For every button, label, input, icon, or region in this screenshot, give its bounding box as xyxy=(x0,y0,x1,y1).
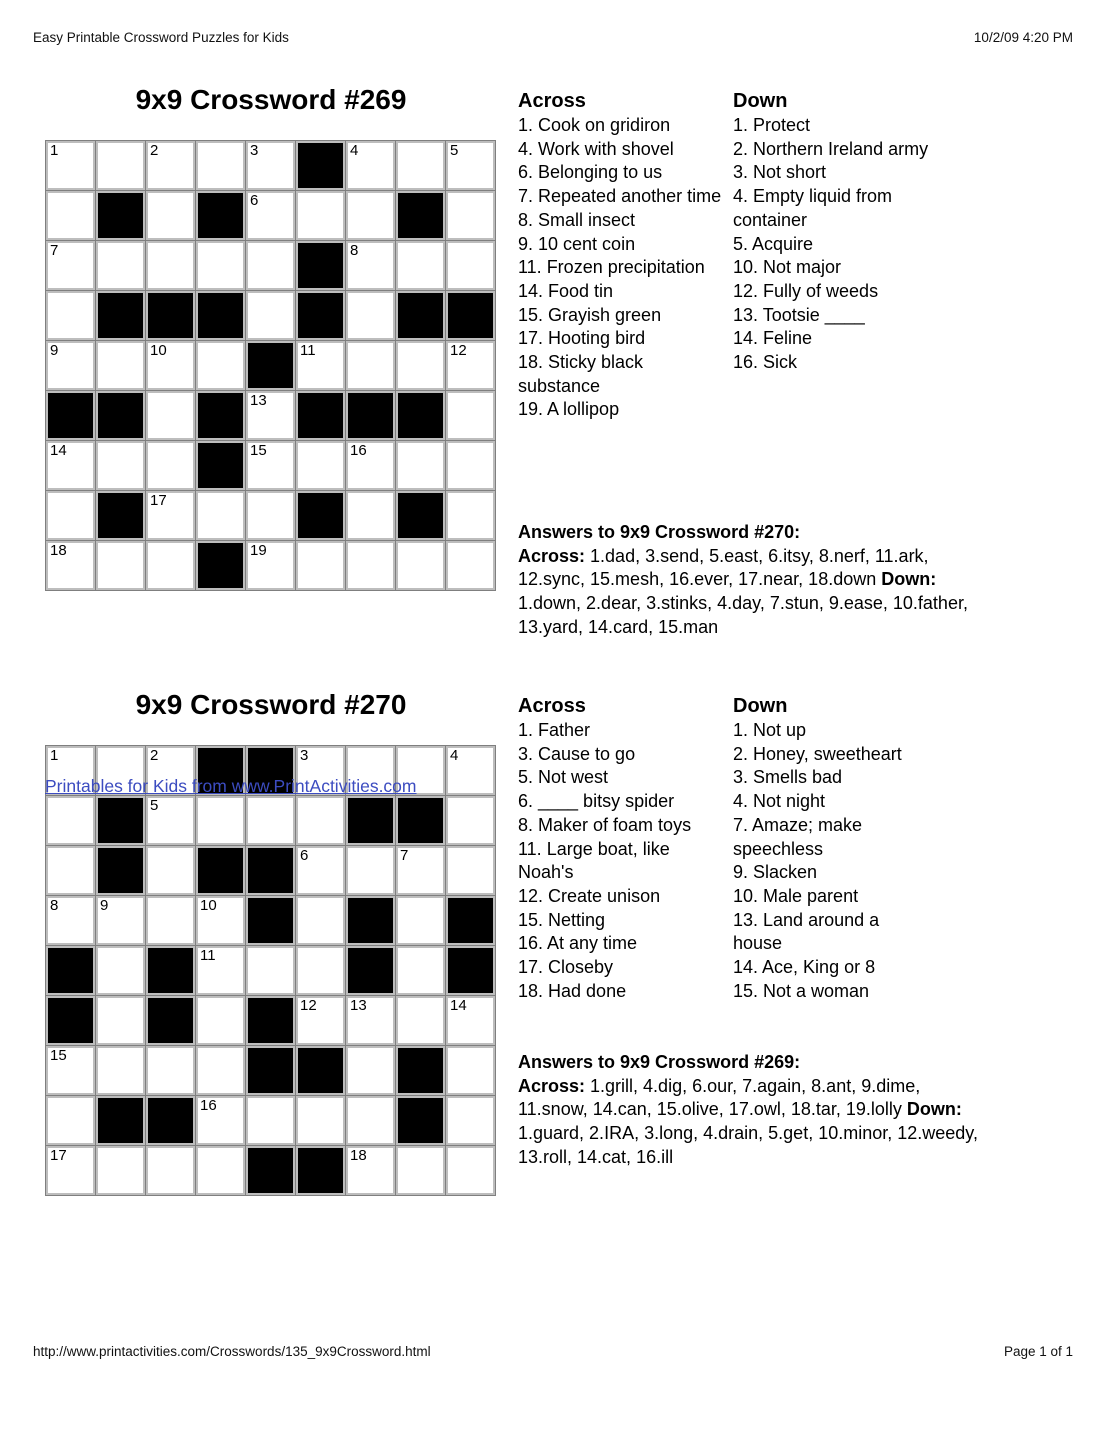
black-cell xyxy=(46,996,95,1045)
cell-number: 10 xyxy=(150,342,167,359)
grid-cell xyxy=(396,896,445,945)
grid-cell xyxy=(346,141,395,190)
grid-cell xyxy=(296,996,345,1045)
header-datetime: 10/2/09 4:20 PM xyxy=(973,30,1073,45)
grid-cell xyxy=(146,191,195,240)
clue: 9. 10 cent coin xyxy=(518,233,636,254)
printactivities-link[interactable]: Printables for Kids from www.PrintActivities.com xyxy=(45,776,417,796)
grid-cell xyxy=(346,291,395,340)
cell-number: 16 xyxy=(200,1097,217,1114)
cell-number: 9 xyxy=(100,897,109,914)
black-cell xyxy=(296,141,345,190)
grid-cell xyxy=(146,1046,195,1095)
clue: 17. Closeby xyxy=(518,957,614,978)
grid-cell xyxy=(396,141,445,190)
down-clue-list xyxy=(733,114,970,375)
grid-cell xyxy=(46,441,95,490)
grid-cell xyxy=(396,441,445,490)
answers-down-label: Down: xyxy=(906,1099,962,1120)
grid-cell xyxy=(296,846,345,895)
answers-text xyxy=(518,1075,980,1170)
black-cell xyxy=(246,1046,295,1095)
black-cell xyxy=(96,796,145,845)
grid-cell xyxy=(296,541,345,590)
grid-cell xyxy=(96,946,145,995)
footer-url: http://www.printactivities.com/Crosswords/135_9x9Crossword.html xyxy=(33,1344,431,1359)
grid-cell xyxy=(196,1096,245,1145)
grid-cell xyxy=(446,441,495,490)
grid-cell xyxy=(396,541,445,590)
grid-cell xyxy=(446,241,495,290)
cell-number: 3 xyxy=(300,747,309,764)
black-cell xyxy=(446,896,495,945)
clue: 8. Small insect xyxy=(518,209,636,230)
grid-cell xyxy=(146,391,195,440)
clue: 2. Northern Ireland army xyxy=(733,138,929,159)
grid-cell xyxy=(196,341,245,390)
grid-cell xyxy=(46,1046,95,1095)
black-cell xyxy=(296,241,345,290)
grid-cell xyxy=(296,191,345,240)
black-cell xyxy=(346,796,395,845)
black-cell xyxy=(96,391,145,440)
grid-cell xyxy=(346,1046,395,1095)
cell-number: 7 xyxy=(400,847,409,864)
answers-block-270 xyxy=(518,521,980,640)
answers-across-label: Across: xyxy=(518,1075,586,1096)
cell-number: 18 xyxy=(50,542,67,559)
clue: 12. Fully of weeds xyxy=(733,280,879,301)
grid-cell xyxy=(96,996,145,1045)
answers-title: Answers to 9x9 Crossword #270: xyxy=(518,522,801,542)
grid-cell xyxy=(96,1146,145,1195)
black-cell xyxy=(296,391,345,440)
cell-number: 5 xyxy=(450,142,459,159)
black-cell xyxy=(296,1046,345,1095)
clue: 15. Grayish green xyxy=(518,304,662,325)
cell-number: 12 xyxy=(450,342,467,359)
grid-cell xyxy=(446,1096,495,1145)
grid-cell xyxy=(446,341,495,390)
answers-down-values: 1.down, 2.dear, 3.stinks, 4.day, 7.stun, 9.ease, 10.father, 13.yard, 14.card, 15.man xyxy=(518,593,968,637)
grid-cell xyxy=(296,441,345,490)
black-cell xyxy=(146,291,195,340)
black-cell xyxy=(296,491,345,540)
clue: 1. Not up xyxy=(733,720,807,740)
grid-cell xyxy=(296,1096,345,1145)
grid-cell xyxy=(446,996,495,1045)
black-cell xyxy=(346,896,395,945)
grid-cell xyxy=(296,946,345,995)
grid-cell xyxy=(96,1046,145,1095)
black-cell xyxy=(396,191,445,240)
grid-cell xyxy=(96,241,145,290)
cell-number: 15 xyxy=(250,442,267,459)
grid-cell xyxy=(46,241,95,290)
puzzle-270-title: 9x9 Crossword #270 xyxy=(135,689,407,720)
clue: 18. Sticky black substance xyxy=(518,352,644,396)
clue: 16. Sick xyxy=(733,352,798,373)
clue: 17. Hooting bird xyxy=(518,328,646,349)
grid-cell xyxy=(396,946,445,995)
cell-number: 13 xyxy=(250,392,267,409)
grid-cell xyxy=(246,291,295,340)
grid-cell xyxy=(346,996,395,1045)
down-clues-269 xyxy=(733,88,970,375)
answers-title: Answers to 9x9 Crossword #269: xyxy=(518,1052,801,1072)
down-header: Down xyxy=(733,695,788,717)
black-cell xyxy=(446,291,495,340)
cell-number: 2 xyxy=(150,747,159,764)
puzzle-269-title: 9x9 Crossword #269 xyxy=(135,84,407,115)
grid-cell xyxy=(96,341,145,390)
clue: 1. Cook on gridiron xyxy=(518,115,671,135)
black-cell xyxy=(296,291,345,340)
answers-text xyxy=(518,545,980,640)
clue: 1. Father xyxy=(518,720,591,740)
grid-cell xyxy=(196,141,245,190)
clue: 3. Smells bad xyxy=(733,767,843,788)
grid-cell xyxy=(396,1146,445,1195)
grid-cell xyxy=(346,541,395,590)
clue: 5. Acquire xyxy=(733,233,814,254)
grid-cell xyxy=(196,1046,245,1095)
cell-number: 4 xyxy=(450,747,459,764)
grid-cell xyxy=(46,1146,95,1195)
grid-cell xyxy=(196,996,245,1045)
black-cell xyxy=(96,846,145,895)
clue: 14. Food tin xyxy=(518,280,614,301)
clue: 10. Not major xyxy=(733,257,842,278)
clue: 14. Feline xyxy=(733,328,813,349)
grid-cell xyxy=(396,846,445,895)
clue: 11. Frozen precipitation xyxy=(518,257,705,278)
cell-number: 3 xyxy=(250,142,259,159)
grid-cell xyxy=(46,491,95,540)
grid-cell xyxy=(446,391,495,440)
grid-cell xyxy=(196,946,245,995)
clue: 13. Land around a house xyxy=(733,909,880,954)
footer-page-number: Page 1 of 1 xyxy=(1003,1344,1073,1359)
cell-number: 10 xyxy=(200,897,217,914)
cell-number: 17 xyxy=(150,492,167,509)
grid-cell xyxy=(246,191,295,240)
cell-number: 4 xyxy=(350,142,359,159)
cell-number: 5 xyxy=(150,797,159,814)
black-cell xyxy=(346,391,395,440)
grid-cell xyxy=(146,896,195,945)
black-cell xyxy=(146,946,195,995)
cell-number: 16 xyxy=(350,442,367,459)
grid-cell xyxy=(446,796,495,845)
grid-cell xyxy=(146,141,195,190)
clue: 7. Repeated another time xyxy=(518,186,722,207)
grid-cell xyxy=(46,896,95,945)
cell-number: 8 xyxy=(350,242,359,259)
grid-cell xyxy=(246,491,295,540)
grid-cell xyxy=(46,796,95,845)
crossword-grid-270 xyxy=(45,745,496,1196)
black-cell xyxy=(396,1046,445,1095)
down-header: Down xyxy=(733,90,788,112)
grid-cell xyxy=(96,896,145,945)
black-cell xyxy=(246,996,295,1045)
grid-cell xyxy=(346,846,395,895)
black-cell xyxy=(396,1096,445,1145)
grid-cell xyxy=(396,341,445,390)
across-header: Across xyxy=(518,695,586,717)
grid-cell xyxy=(446,1046,495,1095)
clue: 13. Tootsie ____ xyxy=(733,304,865,325)
grid-cell xyxy=(46,291,95,340)
black-cell xyxy=(346,946,395,995)
cell-number: 14 xyxy=(450,997,467,1014)
grid-cell xyxy=(446,1146,495,1195)
grid-cell xyxy=(146,1146,195,1195)
grid-cell xyxy=(196,796,245,845)
black-cell xyxy=(296,1146,345,1195)
across-clues-269 xyxy=(518,88,725,422)
black-cell xyxy=(246,846,295,895)
cell-number: 8 xyxy=(50,897,59,914)
grid-cell xyxy=(146,341,195,390)
grid-cell xyxy=(146,796,195,845)
down-clues-270 xyxy=(733,693,918,1003)
black-cell xyxy=(196,441,245,490)
clue: 15. Netting xyxy=(518,909,606,930)
grid-cell xyxy=(46,1096,95,1145)
grid-cell xyxy=(446,541,495,590)
black-cell xyxy=(196,391,245,440)
answers-across-values: 1.dad, 3.send, 5.east, 6.itsy, 8.nerf, 11.ark, 12.sync, 15.mesh, 16.ever, 17.near, 18.down xyxy=(518,545,929,590)
grid-cell xyxy=(346,191,395,240)
grid-cell xyxy=(446,491,495,540)
black-cell xyxy=(196,846,245,895)
grid-cell xyxy=(296,796,345,845)
black-cell xyxy=(246,1146,295,1195)
grid-cell xyxy=(446,846,495,895)
grid-cell xyxy=(246,796,295,845)
cell-number: 17 xyxy=(50,1147,67,1164)
grid-cell xyxy=(196,491,245,540)
answers-block-269 xyxy=(518,1051,980,1170)
cell-number: 7 xyxy=(50,242,59,259)
grid-cell xyxy=(196,896,245,945)
across-clues-270 xyxy=(518,693,725,1003)
cell-number: 19 xyxy=(250,542,267,559)
grid-cell xyxy=(246,1096,295,1145)
black-cell xyxy=(96,1096,145,1145)
clue: 12. Create unison xyxy=(518,885,661,906)
cell-number: 12 xyxy=(300,997,317,1014)
grid-cell xyxy=(346,341,395,390)
grid-cell xyxy=(296,341,345,390)
grid-cell xyxy=(46,846,95,895)
grid-cell xyxy=(396,241,445,290)
black-cell xyxy=(396,491,445,540)
clue: 9. Slacken xyxy=(733,862,818,883)
clue: 16. At any time xyxy=(518,933,638,954)
grid-cell xyxy=(96,541,145,590)
grid-cell xyxy=(146,241,195,290)
grid-cell xyxy=(396,996,445,1045)
grid-cell xyxy=(246,946,295,995)
grid-cell xyxy=(446,191,495,240)
clue: 2. Honey, sweetheart xyxy=(733,743,902,764)
grid-cell xyxy=(346,1096,395,1145)
answers-across-label: Across: xyxy=(518,545,586,566)
cell-number: 11 xyxy=(300,342,316,359)
grid-cell xyxy=(46,191,95,240)
cell-number: 18 xyxy=(350,1147,367,1164)
clue: 15. Not a woman xyxy=(733,980,870,1001)
black-cell xyxy=(246,896,295,945)
grid-cell xyxy=(246,241,295,290)
cell-number: 2 xyxy=(150,142,159,159)
print-header xyxy=(33,30,1073,45)
black-cell xyxy=(196,291,245,340)
clue: 3. Not short xyxy=(733,162,827,183)
cell-number: 15 xyxy=(50,1047,67,1064)
clue: 8. Maker of foam toys xyxy=(518,814,692,835)
answers-down-values: 1.guard, 2.IRA, 3.long, 4.drain, 5.get, 10.minor, 12.weedy, 13.roll, 14.cat, 16.ill xyxy=(518,1123,978,1167)
clue: 18. Had done xyxy=(518,980,627,1001)
across-clue-list xyxy=(518,719,725,1003)
cell-number: 6 xyxy=(300,847,309,864)
clue: 4. Empty liquid from container xyxy=(733,186,893,230)
black-cell xyxy=(396,291,445,340)
grid-cell xyxy=(146,541,195,590)
grid-cell xyxy=(196,1146,245,1195)
grid-cell xyxy=(346,441,395,490)
grid-cell xyxy=(346,241,395,290)
clue: 4. Not night xyxy=(733,791,826,812)
header-document-title: Easy Printable Crossword Puzzles for Kids xyxy=(33,30,289,45)
grid-cell xyxy=(246,541,295,590)
answers-down-label: Down: xyxy=(881,569,937,590)
cell-number: 11 xyxy=(200,947,216,964)
black-cell xyxy=(96,291,145,340)
clue: 11. Large boat, like Noah's xyxy=(518,838,670,883)
answers-across-values: 1.grill, 4.dig, 6.our, 7.again, 8.ant, 9.dime, 11.snow, 14.can, 15.olive, 17.owl, 18.tar, 19.lolly xyxy=(518,1075,921,1120)
clue: 6. ____ bitsy spider xyxy=(518,791,675,812)
clue: 3. Cause to go xyxy=(518,743,636,764)
grid-cell xyxy=(96,141,145,190)
clue: 5. Not west xyxy=(518,767,609,788)
down-clue-list xyxy=(733,719,918,1003)
grid-cell xyxy=(146,491,195,540)
black-cell xyxy=(146,996,195,1045)
clue: 19. A lollipop xyxy=(518,399,620,420)
cell-number: 1 xyxy=(50,142,59,159)
black-cell xyxy=(96,491,145,540)
black-cell xyxy=(46,391,95,440)
cell-number: 9 xyxy=(50,342,59,359)
grid-cell xyxy=(146,846,195,895)
clue: 7. Amaze; make speechless xyxy=(733,814,863,859)
grid-cell xyxy=(346,491,395,540)
cell-number: 1 xyxy=(50,747,59,764)
clue: 6. Belonging to us xyxy=(518,162,663,183)
black-cell xyxy=(196,191,245,240)
clue: 10. Male parent xyxy=(733,885,859,906)
grid-cell xyxy=(96,441,145,490)
cell-number: 13 xyxy=(350,997,367,1014)
grid-cell xyxy=(446,746,495,795)
black-cell xyxy=(446,946,495,995)
black-cell xyxy=(146,1096,195,1145)
black-cell xyxy=(396,391,445,440)
grid-cell xyxy=(46,141,95,190)
across-clue-list xyxy=(518,114,725,422)
grid-cell xyxy=(46,541,95,590)
clue: 1. Protect xyxy=(733,115,811,135)
grid-cell xyxy=(246,141,295,190)
black-cell xyxy=(96,191,145,240)
grid-cell xyxy=(246,441,295,490)
across-header: Across xyxy=(518,90,586,112)
print-footer xyxy=(33,1344,1073,1359)
grid-cell xyxy=(346,1146,395,1195)
crossword-grid-269 xyxy=(45,140,496,591)
black-cell xyxy=(196,541,245,590)
grid-cell xyxy=(296,896,345,945)
cell-number: 6 xyxy=(250,192,259,209)
grid-cell xyxy=(246,391,295,440)
cell-number: 14 xyxy=(50,442,67,459)
clue: 14. Ace, King or 8 xyxy=(733,957,876,978)
grid-cell xyxy=(196,241,245,290)
clue: 4. Work with shovel xyxy=(518,138,674,159)
black-cell xyxy=(46,946,95,995)
grid-cell xyxy=(46,341,95,390)
black-cell xyxy=(246,341,295,390)
grid-cell xyxy=(446,141,495,190)
grid-cell xyxy=(146,441,195,490)
black-cell xyxy=(396,796,445,845)
